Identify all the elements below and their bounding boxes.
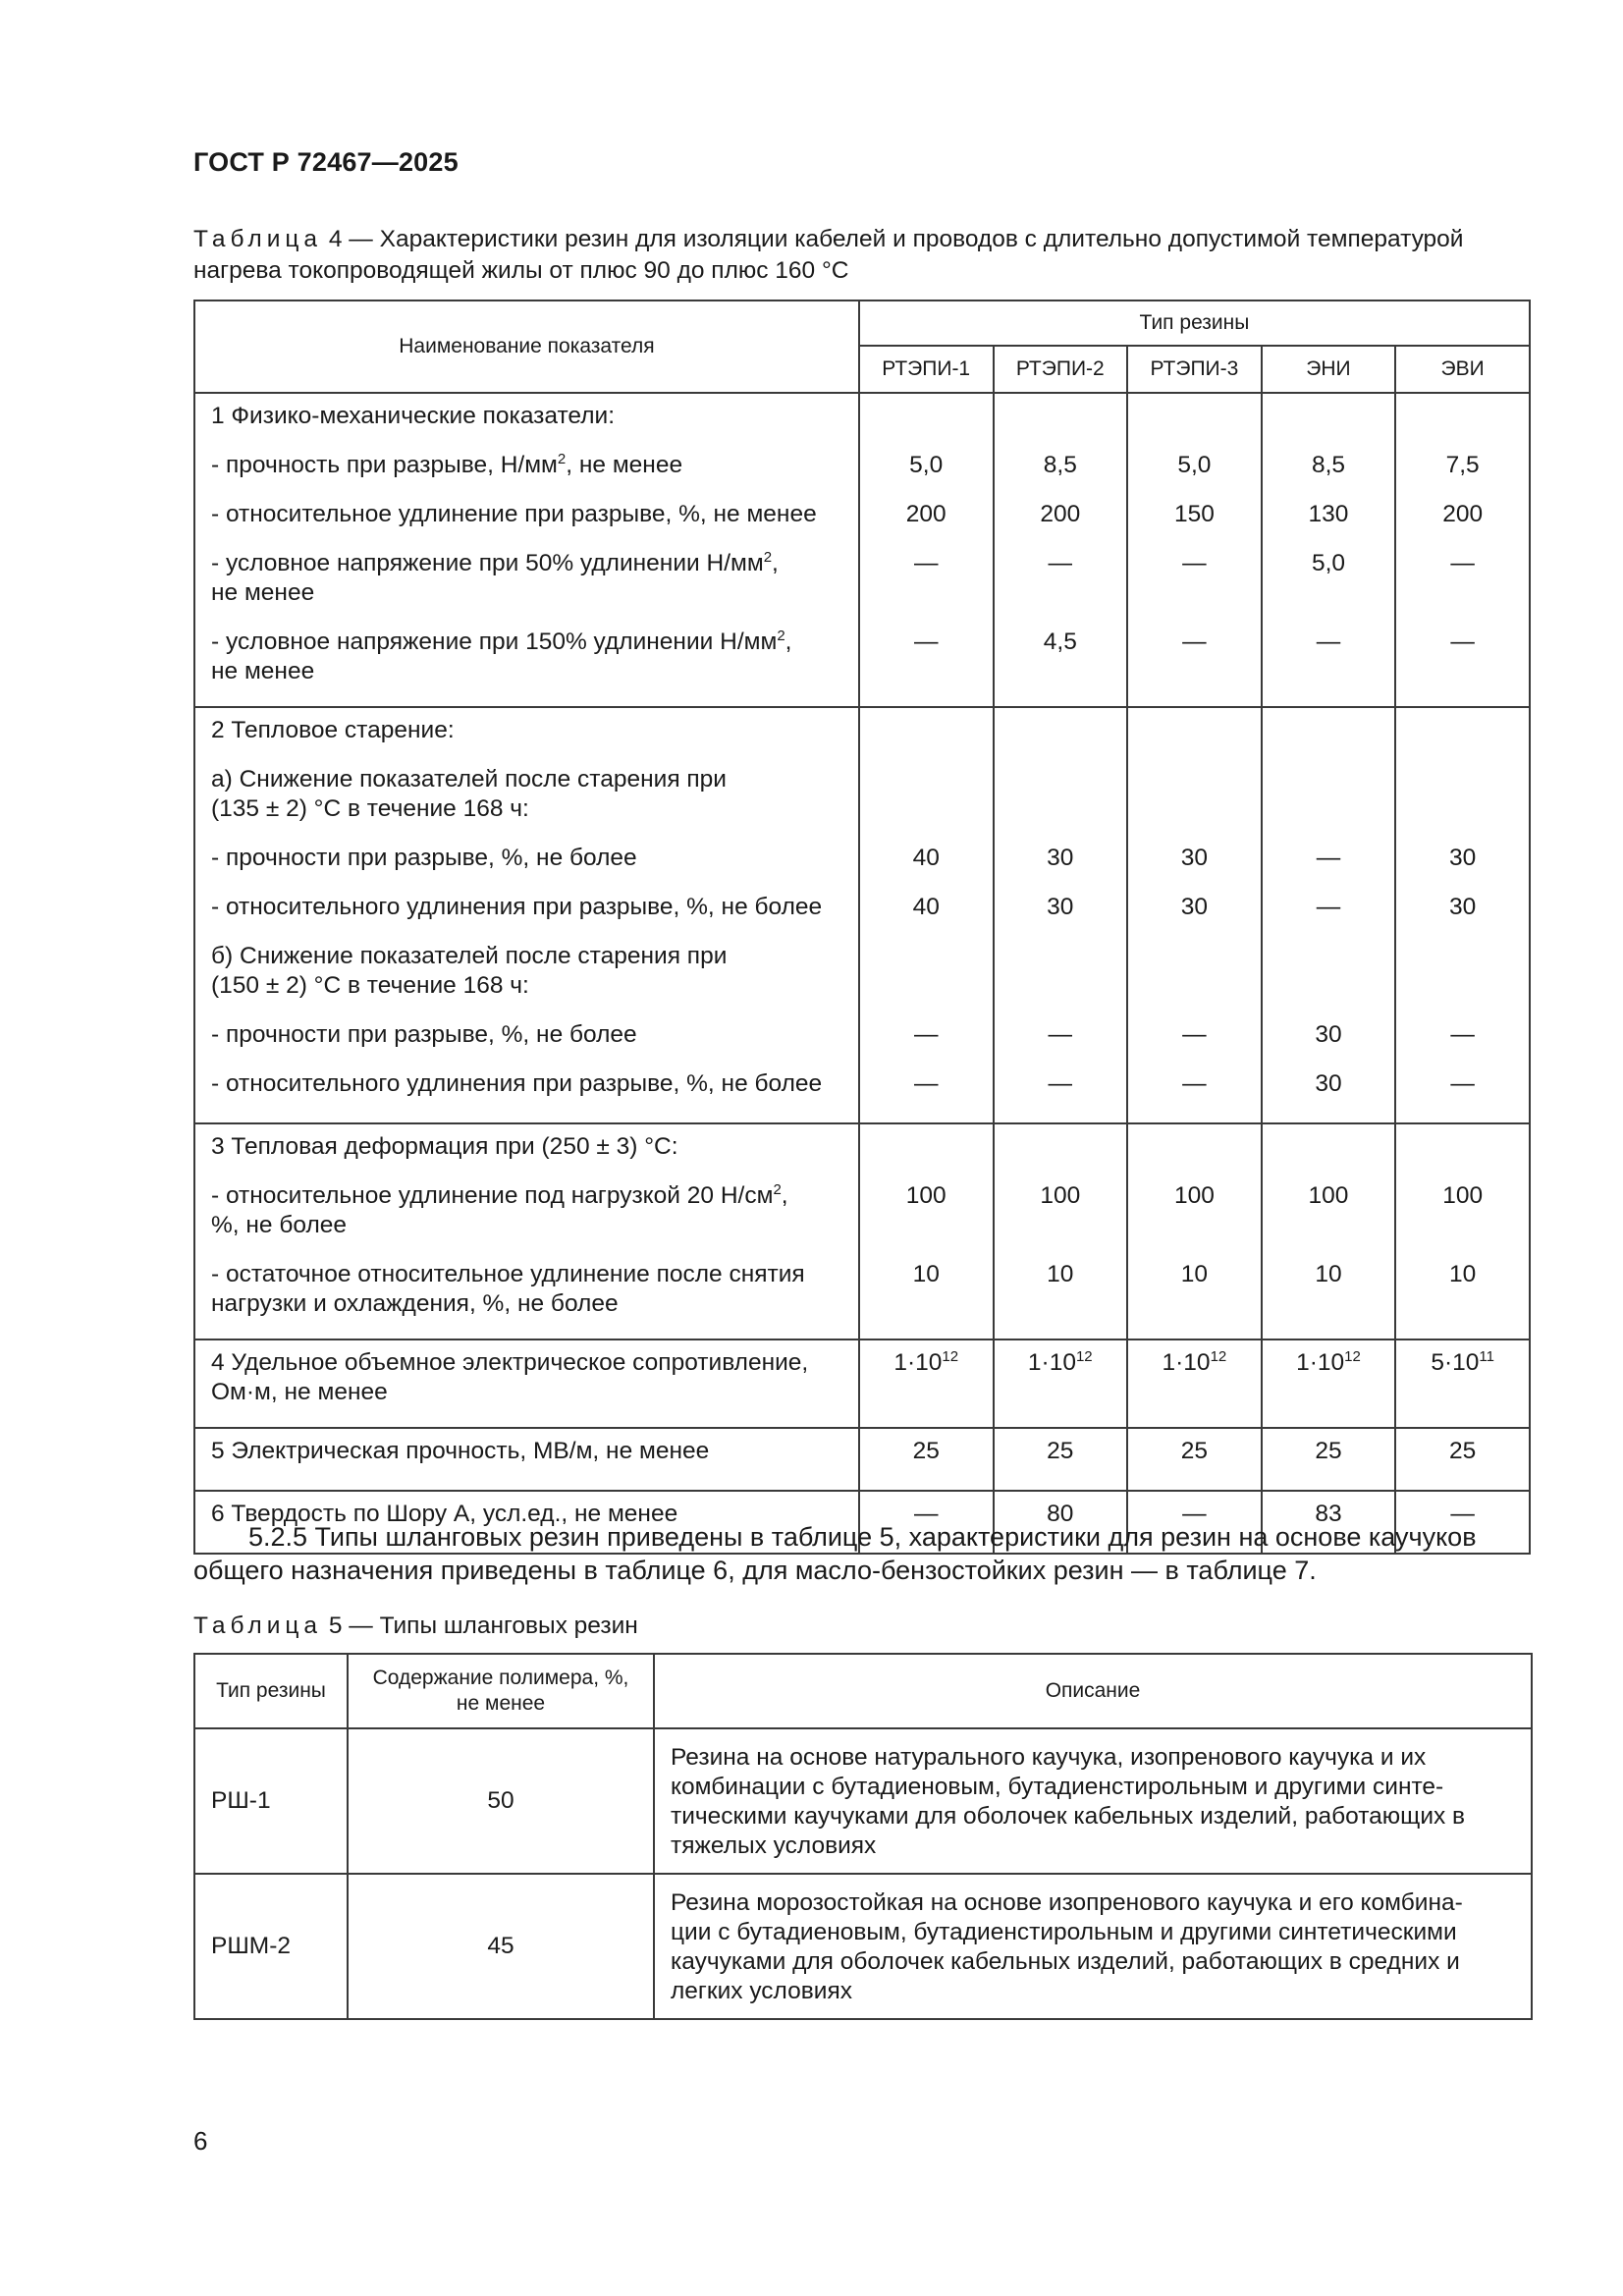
value: 10 (1449, 1261, 1477, 1287)
value: 30 (1047, 894, 1074, 920)
table5-description-header: Описание (654, 1654, 1532, 1728)
value (1128, 402, 1261, 451)
indicator-name-cell (194, 393, 859, 707)
value: $1\cdot 10^{12}$ (1027, 1347, 1093, 1376)
table4-body (194, 393, 1530, 1554)
indicator-name-cell (194, 707, 859, 1123)
value-cell (1395, 707, 1530, 1123)
table5-polymer-cell: 50 (348, 1728, 654, 1874)
value: 100 (1442, 1182, 1484, 1209)
indicator-name-line: нагрузки и охлаждения, %, не более (211, 1290, 619, 1317)
table5-type-cell: РШМ-2 (194, 1874, 348, 2019)
table5-caption-word: Таблица (193, 1613, 323, 1639)
indicator-name-line: - относительное удлинение при разрыве, %, не менее (211, 501, 817, 527)
value-cell (1127, 1339, 1262, 1428)
document-code: ГОСТ Р 72467—2025 (193, 147, 459, 177)
value: — (913, 1021, 939, 1048)
value-cell (859, 393, 994, 707)
indicator-name-line: - прочности при разрыве, %, не более (211, 1021, 637, 1048)
superscript: 12 (1344, 1347, 1361, 1365)
table4-type-header: РТЭПИ-1 (859, 346, 994, 393)
table4 (193, 300, 1531, 1555)
value (860, 765, 993, 844)
indicator-name (211, 549, 858, 628)
value-cell (1127, 393, 1262, 707)
value: 40 (912, 894, 940, 920)
paragraph-5-2-5: 5.2.5 Типы шланговых резин приведены в таблице 5, характеристики для резин на основе каучуков общего назначения приведены в таблице 6, для масло-бензостойких резин — в таблице 7. (193, 1522, 1477, 1585)
value-cell (1127, 1428, 1262, 1491)
value: 5,0 (1311, 550, 1346, 576)
page-number: 6 (193, 2126, 208, 2156)
value: $1\cdot 10^{12}$ (1296, 1347, 1361, 1376)
description-line: комбинации с бутадиеновым, бутадиенстирольным и другими синте- (671, 1774, 1444, 1800)
indicator-name (211, 451, 858, 500)
indicator-name-line: 4 Удельное объемное электрическое сопротивление, (211, 1349, 809, 1376)
value: — (913, 1070, 939, 1097)
value: 40 (912, 845, 940, 871)
value: 25 (912, 1438, 940, 1464)
value: 100 (1040, 1182, 1081, 1209)
indicator-name-line: не менее (211, 658, 315, 684)
superscript: 2 (557, 450, 567, 467)
value: 30 (1449, 845, 1477, 871)
value (995, 942, 1127, 1020)
value (1396, 942, 1529, 1020)
indicator-name (211, 893, 858, 942)
value (1128, 1132, 1261, 1181)
indicator-name (211, 1181, 858, 1260)
indicator-name-line: (150 ± 2) °С в течение 168 ч: (211, 972, 529, 999)
indicator-name (211, 765, 858, 844)
table4-section-row (194, 1339, 1530, 1428)
value (1128, 716, 1261, 765)
value: 25 (1180, 1438, 1209, 1464)
value: 4,5 (1043, 629, 1077, 655)
value: 100 (1308, 1182, 1349, 1209)
value: — (1048, 1070, 1073, 1097)
value: 130 (1308, 501, 1349, 527)
indicator-name (211, 402, 858, 451)
description-line: Резина на основе натурального каучука, изопренового каучука и их (671, 1744, 1427, 1771)
indicator-name-line: б) Снижение показателей после старения при (211, 943, 728, 969)
value-cell (859, 1123, 994, 1339)
indicator-name-line: (135 ± 2) °С в течение 168 ч: (211, 795, 529, 822)
value: 25 (1047, 1438, 1074, 1464)
value: — (1450, 1070, 1475, 1097)
table4-type-header: РТЭПИ-3 (1127, 346, 1262, 393)
value-cell (994, 393, 1128, 707)
indicator-name-line: 5 Электрическая прочность, МВ/м, не менее (211, 1438, 710, 1464)
value (860, 942, 993, 1020)
value: 200 (1040, 501, 1081, 527)
description-line: каучуками для оболочек кабельных изделий, работающих в средних и (671, 1948, 1460, 1975)
value: 10 (1315, 1261, 1342, 1287)
value (995, 1132, 1127, 1181)
description-line: ции с бутадиеновым, бутадиенстирольным и другими синтетическими (671, 1919, 1457, 1945)
value (1263, 942, 1395, 1020)
table4-name-header: Наименование показателя (194, 301, 859, 393)
value: 30 (1047, 845, 1074, 871)
value: 10 (1047, 1261, 1074, 1287)
value: — (1048, 1021, 1073, 1048)
table4-type-header: ЭНИ (1262, 346, 1396, 393)
value (1396, 402, 1529, 451)
indicator-name (211, 1437, 858, 1486)
table5-polymer-cell: 45 (348, 1874, 654, 2019)
table5-type-header: Тип резины (194, 1654, 348, 1728)
value-cell (1262, 1428, 1396, 1491)
value-cell (994, 1428, 1128, 1491)
indicator-name (211, 1348, 858, 1423)
value: — (1316, 894, 1341, 920)
value-cell (1395, 393, 1530, 707)
indicator-name-line: - относительного удлинения при разрыве, %, не более (211, 894, 823, 920)
value (1263, 1132, 1395, 1181)
table4-section-row (194, 393, 1530, 707)
table4-section-row (194, 1123, 1530, 1339)
value (860, 716, 993, 765)
table5-type-cell: РШ-1 (194, 1728, 348, 1874)
superscript: 2 (773, 1180, 782, 1198)
value: 30 (1315, 1021, 1342, 1048)
value: — (1450, 550, 1475, 576)
indicator-name (211, 1132, 858, 1181)
indicator-name-line: 6 Твердость по Шору А, усл.ед., не менее (211, 1501, 678, 1527)
value: — (1182, 1021, 1207, 1048)
table4-caption (193, 224, 1531, 287)
value: 200 (905, 501, 947, 527)
description-line: тическими каучуками для оболочек кабельных изделий, работающих в (671, 1803, 1466, 1830)
description-line: Резина морозостойкая на основе изопренового каучука и его комбина- (671, 1889, 1463, 1916)
value-cell (1127, 1123, 1262, 1339)
value: — (1182, 1070, 1207, 1097)
value: 83 (1315, 1501, 1342, 1527)
table5-caption (193, 1611, 638, 1642)
description-line: легких условиях (671, 1978, 852, 2004)
value-cell (994, 1123, 1128, 1339)
table5-caption-text: 5 — Типы шланговых резин (322, 1613, 638, 1639)
indicator-name (211, 1260, 858, 1335)
indicator-name-cell (194, 1123, 859, 1339)
indicator-name-line: - прочности при разрыве, %, не более (211, 845, 637, 871)
table5-row (194, 1728, 1532, 1874)
value (1396, 1132, 1529, 1181)
indicator-name (211, 628, 858, 702)
value: 30 (1180, 894, 1209, 920)
value (1396, 765, 1529, 844)
table4-caption-text: 4 — Характеристики резин для изоляции кабелей и проводов с длительно допустимой температурой нагрева токопроводящей жилы от плюс 90 до плюс 160 °С (193, 226, 1464, 284)
value: — (1182, 1501, 1207, 1527)
indicator-name (211, 942, 858, 1020)
value: $1\cdot 10^{12}$ (1162, 1347, 1227, 1376)
value-cell (1262, 1339, 1396, 1428)
table4-caption-word: Таблица (193, 226, 323, 252)
indicator-name-line: Ом·м, не менее (211, 1379, 388, 1405)
value (1128, 765, 1261, 844)
value (995, 765, 1127, 844)
table5-row (194, 1874, 1532, 2019)
value-cell (859, 1339, 994, 1428)
value-cell (1262, 707, 1396, 1123)
value (1128, 942, 1261, 1020)
value: 5,0 (909, 452, 944, 478)
value: — (1450, 629, 1475, 655)
value (860, 402, 993, 451)
value: — (1450, 1021, 1475, 1048)
table4-type-header: РТЭПИ-2 (994, 346, 1128, 393)
indicator-name-line: - относительного удлинения при разрыве, %, не более (211, 1070, 823, 1097)
indicator-name-line: 1 Физико-механические показатели: (211, 403, 616, 429)
indicator-name-line: не менее (211, 579, 315, 606)
indicator-name-line: - относительное удлинение под нагрузкой 20 $Н/см^2$, (211, 1180, 788, 1209)
value-cell (1262, 1123, 1396, 1339)
value: 100 (1173, 1182, 1215, 1209)
value-cell (859, 707, 994, 1123)
indicator-name (211, 500, 858, 549)
indicator-name-line: 3 Тепловая деформация при (250 ± 3) °С: (211, 1133, 678, 1160)
indicator-name-line: %, не более (211, 1212, 348, 1238)
value-cell (994, 1339, 1128, 1428)
value (1263, 716, 1395, 765)
value: 7,5 (1445, 452, 1480, 478)
indicator-name-line: а) Снижение показателей после старения при (211, 766, 727, 793)
indicator-name (211, 1020, 858, 1069)
value-cell (1395, 1339, 1530, 1428)
value-cell (859, 1428, 994, 1491)
indicator-name-cell (194, 1428, 859, 1491)
superscript: 12 (1075, 1347, 1093, 1365)
value-cell (1127, 707, 1262, 1123)
value: $5\cdot 10^{11}$ (1431, 1347, 1494, 1376)
value-cell (1395, 1123, 1530, 1339)
value: 30 (1315, 1070, 1342, 1097)
value: 25 (1449, 1438, 1477, 1464)
value: 10 (1180, 1261, 1209, 1287)
indicator-name-line: - прочность при разрыве, $Н/мм^2$, не менее (211, 450, 683, 478)
value: — (1450, 1501, 1475, 1527)
value: — (1182, 550, 1207, 576)
superscript: 12 (942, 1347, 959, 1365)
indicator-name-line: - остаточное относительное удлинение после снятия (211, 1261, 805, 1287)
value (1396, 716, 1529, 765)
table5-polymer-header: Содержание полимера, %, не менее (348, 1654, 654, 1728)
value-cell (994, 707, 1128, 1123)
table4-section-row (194, 707, 1530, 1123)
superscript: 11 (1479, 1347, 1494, 1365)
indicator-name (211, 716, 858, 765)
value: $1\cdot 10^{12}$ (893, 1347, 959, 1376)
indicator-name-line: - условное напряжение при 50% удлинении $Н/мм^2$, (211, 548, 779, 576)
value: — (913, 550, 939, 576)
table5 (193, 1653, 1533, 2020)
value: 10 (912, 1261, 940, 1287)
indicator-name-cell (194, 1339, 859, 1428)
value: 100 (905, 1182, 947, 1209)
superscript: 12 (1210, 1347, 1227, 1365)
value: — (1182, 629, 1207, 655)
value (1263, 402, 1395, 451)
indicator-name-line: - условное напряжение при 150% удлинении $Н/мм^2$, (211, 627, 792, 655)
table5-description-cell (654, 1728, 1532, 1874)
value: 8,5 (1043, 452, 1077, 478)
value (995, 716, 1127, 765)
value: 8,5 (1311, 452, 1346, 478)
value: — (913, 629, 939, 655)
value: 30 (1180, 845, 1209, 871)
table4-type-header: ЭВИ (1395, 346, 1530, 393)
value: 200 (1442, 501, 1484, 527)
value: — (1316, 629, 1341, 655)
indicator-name (211, 1069, 858, 1119)
value: — (1048, 550, 1073, 576)
superscript: 2 (777, 627, 785, 644)
table4-type-group-header: Тип резины (859, 301, 1530, 346)
value: — (1316, 845, 1341, 871)
indicator-name-line: 2 Тепловое старение: (211, 717, 455, 743)
value (995, 402, 1127, 451)
value-cell (1262, 393, 1396, 707)
value (1263, 765, 1395, 844)
value (860, 1132, 993, 1181)
value: 80 (1047, 1501, 1074, 1527)
indicator-name (211, 844, 858, 893)
value: 25 (1315, 1438, 1342, 1464)
description-line: тяжелых условиях (671, 1832, 877, 1859)
table4-section-row (194, 1428, 1530, 1491)
value-cell (1395, 1428, 1530, 1491)
table5-description-cell (654, 1874, 1532, 2019)
value: 30 (1449, 894, 1477, 920)
value: — (913, 1501, 939, 1527)
value: 150 (1173, 501, 1215, 527)
superscript: 2 (763, 548, 773, 566)
value: 5,0 (1177, 452, 1212, 478)
